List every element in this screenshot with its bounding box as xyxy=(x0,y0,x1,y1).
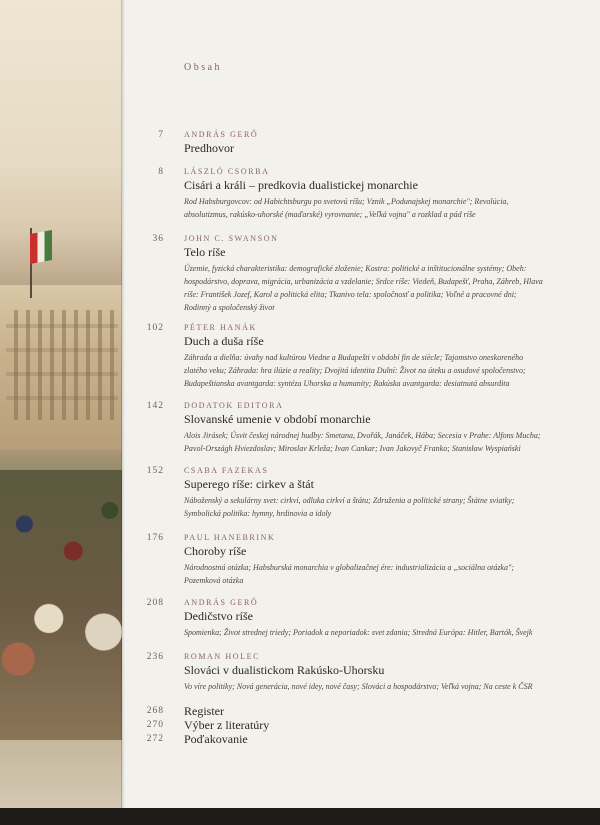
toc-page-number: 142 xyxy=(146,401,164,411)
toc-chapter-summary: Spomienka; Život strednej triedy; Poriadok a neporiadok: svet zdania; Stredná Európa: Hitler, Bartók, Švejk xyxy=(184,628,533,637)
toc-page-number: 102 xyxy=(146,323,164,333)
toc-chapter-title: Choroby ríše xyxy=(184,544,247,558)
toc-author: ANDRÁS GERŐ xyxy=(184,598,259,607)
toc-chapter-title: Duch a duša ríše xyxy=(184,334,264,348)
toc-chapter-title: Slovanské umenie v období monarchie xyxy=(184,412,371,426)
toc-author: PAUL HANEBRINK xyxy=(184,533,276,542)
toc-chapter-title: Dedičstvo ríše xyxy=(184,609,253,623)
toc-chapter-summary: Alois Jirásek; Úsvit českej národnej hudby: Smetana, Dvořák, Janáček, Hába; Secesia v Prahe: Alfons Mucha; Pavol-Országh Hviezdoslav; Miroslav Krleža; Ivan Cankar; Ivan Jakovyč Franko; Stanisław Wyspiański xyxy=(184,431,541,453)
toc-author: ROMAN HOLEC xyxy=(184,652,261,661)
scan-bottom-edge xyxy=(0,808,600,825)
toc-chapter-title: Predhovor xyxy=(184,141,234,155)
toc-chapter-summary: Národnostná otázka; Habsburská monarchia v globalizačnej ére: industrializácia a „sociálna otázka"; Pozemková otázka xyxy=(184,563,515,585)
toc-author: JOHN C. SWANSON xyxy=(184,234,279,243)
toc-chapter-title: Telo ríše xyxy=(184,245,226,259)
painting-crowd xyxy=(0,470,122,740)
toc-chapter-title: Register xyxy=(184,704,224,718)
toc-page-number: 8 xyxy=(158,167,164,177)
painting-flag xyxy=(30,230,52,264)
toc-chapter-summary: Náboženský a sekulárny svet: cirkví, odluka cirkví a štátu; Združenia a politické strany; Štátne sviatky; Symbolická politika: hymny, hrdinovia a idoly xyxy=(184,496,515,518)
toc-author: ANDRÁS GERŐ xyxy=(184,130,259,139)
toc-chapter-title: Superego ríše: cirkev a štát xyxy=(184,477,314,491)
toc-page-number: 236 xyxy=(146,652,164,662)
toc-page-number: 272 xyxy=(146,734,164,744)
toc-chapter-title: Výber z literatúry xyxy=(184,718,270,732)
toc-author: CSABA FAZEKAS xyxy=(184,466,269,475)
toc-chapter-summary: Územie, fyzická charakteristika: demografické zloženie; Kostra: politické a inštitucionálne systémy; Obeh: hospodárstvo, doprava, migrácia, urbanizácia a vzdelanie; Srdce ríše: Viedeň, Budapešť, Praha, Záhreb, Hlava ríše: František Jozef, Karol a politická elita; Tkanivo tela: spoločnosť a politika; Voľné a pracovné dni; Rodinný a spoločenský život xyxy=(184,264,543,312)
toc-author: PÉTER HANÁK xyxy=(184,323,257,332)
toc-chapter-summary: Záhrada a dielňa: úvahy nad kultúrou Viedne a Budapešti v období fin de siècle; Tajomstvo oneskoreného zlatého veku; Záhrada: hra ilúzie a reality; Dvojitá identita Dulní: Život na úteku a osudové spoločenstvo; Budapeštianska avantgarda: syntéza Uhorska a humanity; Rakúska avantgarda: desiatnutá absurdita xyxy=(184,353,526,388)
toc-chapter-summary: Vo víre politiky; Nová generácia, nové idey, nové časy; Slováci a hospodárstvo; Veľká vojna; Na ceste k ČSR xyxy=(184,682,533,691)
toc-chapter-title: Poďakovanie xyxy=(184,732,248,746)
contents-heading: Obsah xyxy=(184,62,223,73)
painting-windows xyxy=(6,310,118,420)
toc-page-number: 176 xyxy=(146,533,164,543)
toc-page-number: 36 xyxy=(152,234,164,244)
toc-author: LÁSZLÓ CSORBA xyxy=(184,167,270,176)
toc-page-number: 270 xyxy=(146,720,164,730)
toc-page-number: 152 xyxy=(146,466,164,476)
toc-chapter-title: Slováci v dualistickom Rakúsko-Uhorsku xyxy=(184,663,385,677)
toc-chapter-summary: Rod Habsburgovcov: od Habichtsburgu po svetovú ríšu; Vznik „Podunajskej monarchie"; Revolúcia, absolutizmus, rakúsko-uhorské (maďarské) vyrovnanie; „Veľká vojna" a rozklad a pád ríše xyxy=(184,197,509,219)
toc-author: DODATOK EDITORA xyxy=(184,401,284,410)
toc-page-number: 268 xyxy=(146,706,164,716)
page-gutter-shadow xyxy=(121,0,125,825)
toc-page-number: 7 xyxy=(158,130,164,140)
cover-painting xyxy=(0,0,122,825)
toc-chapter-title: Cisári a králi – predkovia dualistickej monarchie xyxy=(184,178,418,192)
toc-page-number: 208 xyxy=(146,598,164,608)
